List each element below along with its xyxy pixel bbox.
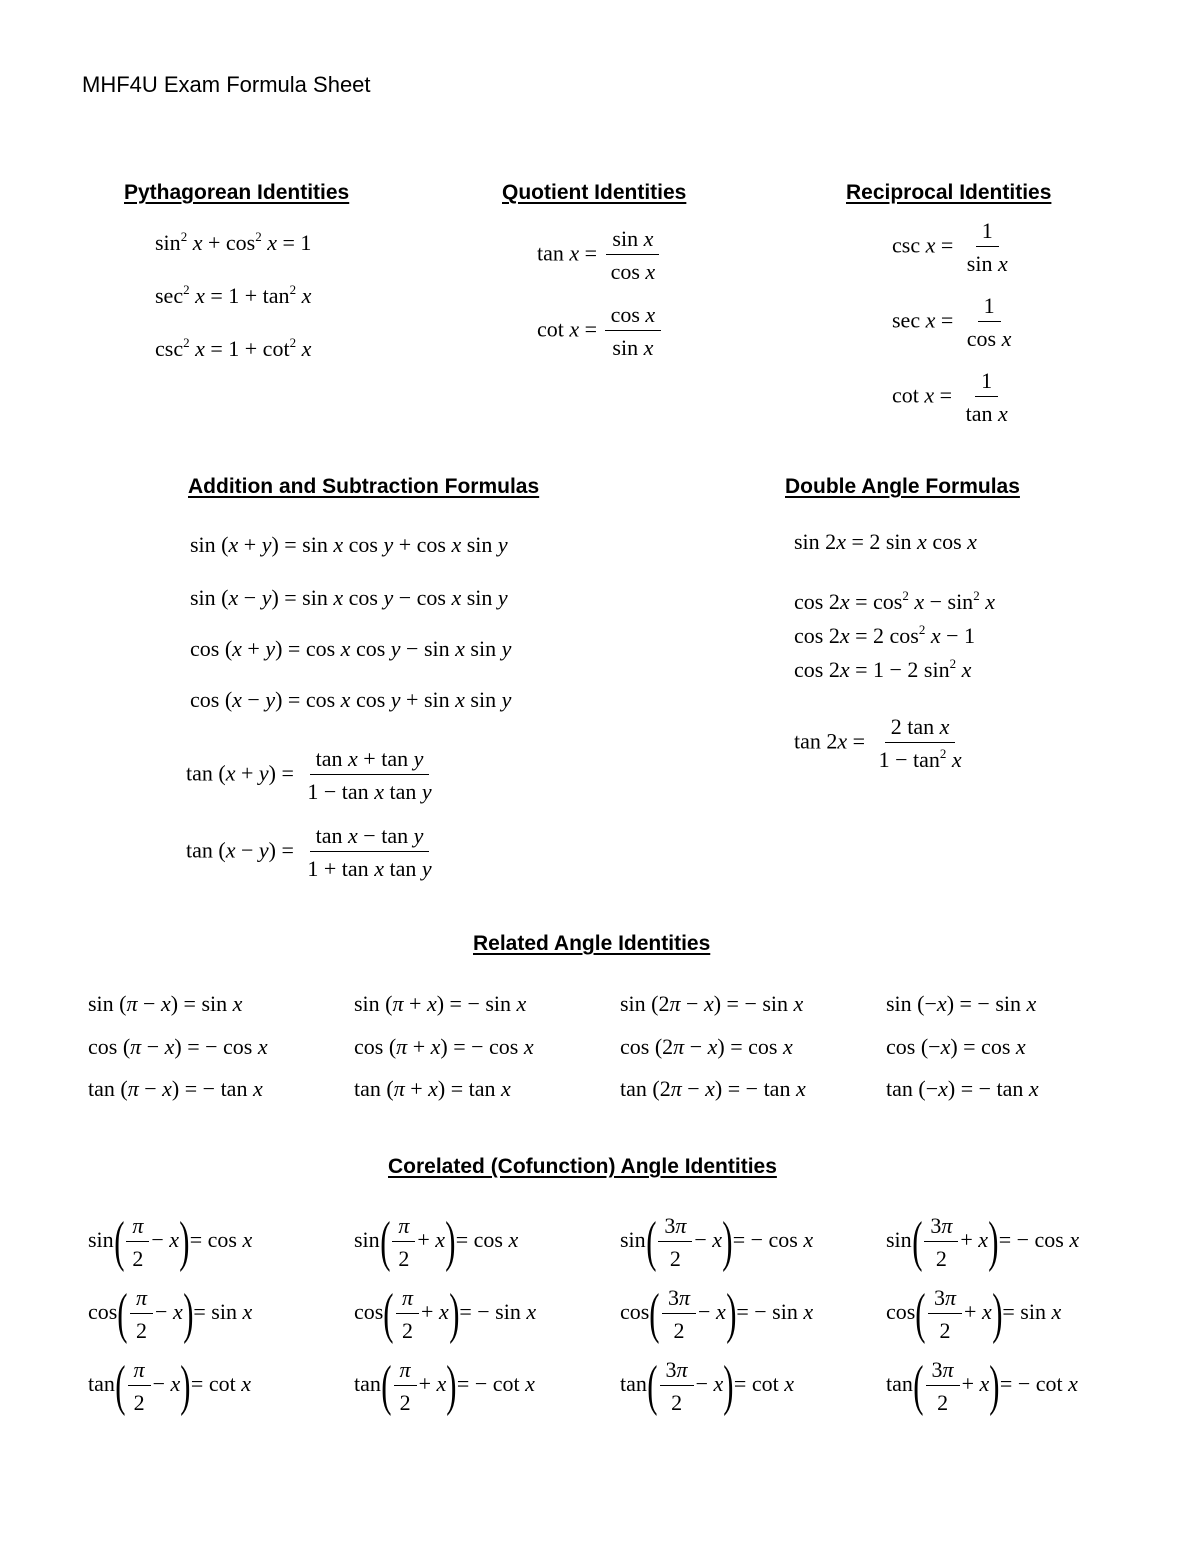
reciprocal-heading: Reciprocal Identities (846, 181, 1052, 204)
tan-double-angle: tan 2x = $\frac{\text{2 tan x}}{1 - \tan^2 x}$ (794, 714, 962, 772)
related-sin-pi-plus: sin (π + x) = − sin x (354, 991, 527, 1016)
double-angle-heading: Double Angle Formulas (785, 475, 1020, 498)
quotient-identity-cot: cot x = $\frac{\text{cos x}}{\text{sin x}}$ (537, 304, 663, 359)
sin-sum-formula: sin (x + y) = sin x cos y + cos x sin y (190, 532, 508, 557)
quotient-identity-tan: tan x = $\frac{\text{sin x}}{\text{cos x}}$ (537, 228, 663, 283)
related-tan-pi-plus: tan (π + x) = tan x (354, 1076, 511, 1101)
pythagorean-heading: Pythagorean Identities (124, 181, 350, 204)
tan-sum-formula: tan (x + y) = $\frac{\text{tan x + tan y}}{\text{1 − tan x tan y}}$ (186, 746, 432, 804)
related-cos-2pi-minus: cos (2π − x) = cos x (620, 1034, 793, 1059)
cofunction-cos-3pi2-plus: cos( $\frac{3\pi}{2}$ + x)= sin x (886, 1283, 1062, 1345)
related-tan-2pi-minus: tan (2π − x) = − tan x (620, 1076, 806, 1101)
cos-sum-formula: cos (x + y) = cos x cos y − sin x sin y (190, 636, 512, 661)
related-cos-pi-plus: cos (π + x) = − cos x (354, 1034, 534, 1059)
cofunction-tan-3pi2-plus: tan( $\frac{3\pi}{2}$ + x)= − cot x (886, 1355, 1078, 1417)
cofunction-tan-3pi2-minus: tan( $\frac{3\pi}{2}$ − x)= cot x (620, 1355, 794, 1417)
cofunction-tan-pi2-plus: tan( $\frac{\pi}{2}$ + x)= − cot x (354, 1355, 535, 1417)
cofunction-cos-pi2-minus: cos( $\frac{\pi}{2}$ − x)= sin x (88, 1283, 253, 1345)
reciprocal-identity-csc: csc x = $\frac{1}{\text{sin x}}$ (892, 218, 1008, 276)
document-title: MHF4U Exam Formula Sheet (82, 72, 371, 97)
reciprocal-identity-sec: sec x = $\frac{1}{\text{cos x}}$ (892, 293, 1012, 351)
related-angle-heading: Related Angle Identities (473, 932, 711, 955)
sin-difference-formula: sin (x − y) = sin x cos y − cos x sin y (190, 585, 508, 610)
cofunction-sin-pi2-plus: sin( $\frac{\pi}{2}$ + x)= cos x (354, 1211, 519, 1273)
cofunction-heading: Corelated (Cofunction) Angle Identities (388, 1155, 777, 1178)
cofunction-cos-3pi2-minus: cos( $\frac{3\pi}{2}$ − x)= − sin x (620, 1283, 814, 1345)
pythagorean-identity-2: $\sec^2 x = 1 + \tan^2 x$ (155, 282, 312, 308)
related-cos-pi-minus: cos (π − x) = − cos x (88, 1034, 268, 1059)
cofunction-sin-3pi2-minus: sin( $\frac{3\pi}{2}$ − x)= − cos x (620, 1211, 814, 1273)
related-tan-negative: tan (−x) = − tan x (886, 1076, 1039, 1101)
cos-double-angle-1: $\cos 2x = \cos^2 x - \sin^2 x$ (794, 588, 995, 614)
pythagorean-identity-1: $\sin^2 x + \cos^2 x = 1$ (155, 229, 312, 255)
tan-difference-formula: tan (x − y) = $\frac{\text{tan x − tan y}}{\text{1 + tan x tan y}}$ (186, 823, 432, 881)
related-tan-pi-minus: tan (π − x) = − tan x (88, 1076, 263, 1101)
related-sin-pi-minus: sin (π − x) = sin x (88, 991, 243, 1016)
sin-double-angle: sin 2x = 2 sin x cos x (794, 529, 977, 554)
quotient-heading: Quotient Identities (502, 181, 687, 204)
cofunction-tan-pi2-minus: tan( $\frac{\pi}{2}$ − x)= cot x (88, 1355, 251, 1417)
reciprocal-identity-cot: cot x = $\frac{1}{\text{tan x}}$ (892, 368, 1008, 426)
pythagorean-identity-3: $\csc^2 x = 1 + \cot^2 x$ (155, 335, 312, 361)
cos-difference-formula: cos (x − y) = cos x cos y + sin x sin y (190, 687, 512, 712)
related-cos-negative: cos (−x) = cos x (886, 1034, 1026, 1059)
cofunction-sin-3pi2-plus: sin( $\frac{3\pi}{2}$ + x)= − cos x (886, 1211, 1080, 1273)
cofunction-sin-pi2-minus: sin( $\frac{\pi}{2}$ − x)= cos x (88, 1211, 253, 1273)
cofunction-cos-pi2-plus: cos( $\frac{\pi}{2}$ + x)= − sin x (354, 1283, 537, 1345)
related-sin-negative: sin (−x) = − sin x (886, 991, 1037, 1016)
cos-double-angle-2: cos 2x = 2 $\cos^2 x - 1$ (794, 622, 976, 648)
related-sin-2pi-minus: sin (2π − x) = − sin x (620, 991, 804, 1016)
addition-heading: Addition and Subtraction Formulas (188, 475, 540, 498)
cos-double-angle-3: cos 2x = 1 − 2 $\sin^2 x$ (794, 656, 972, 682)
